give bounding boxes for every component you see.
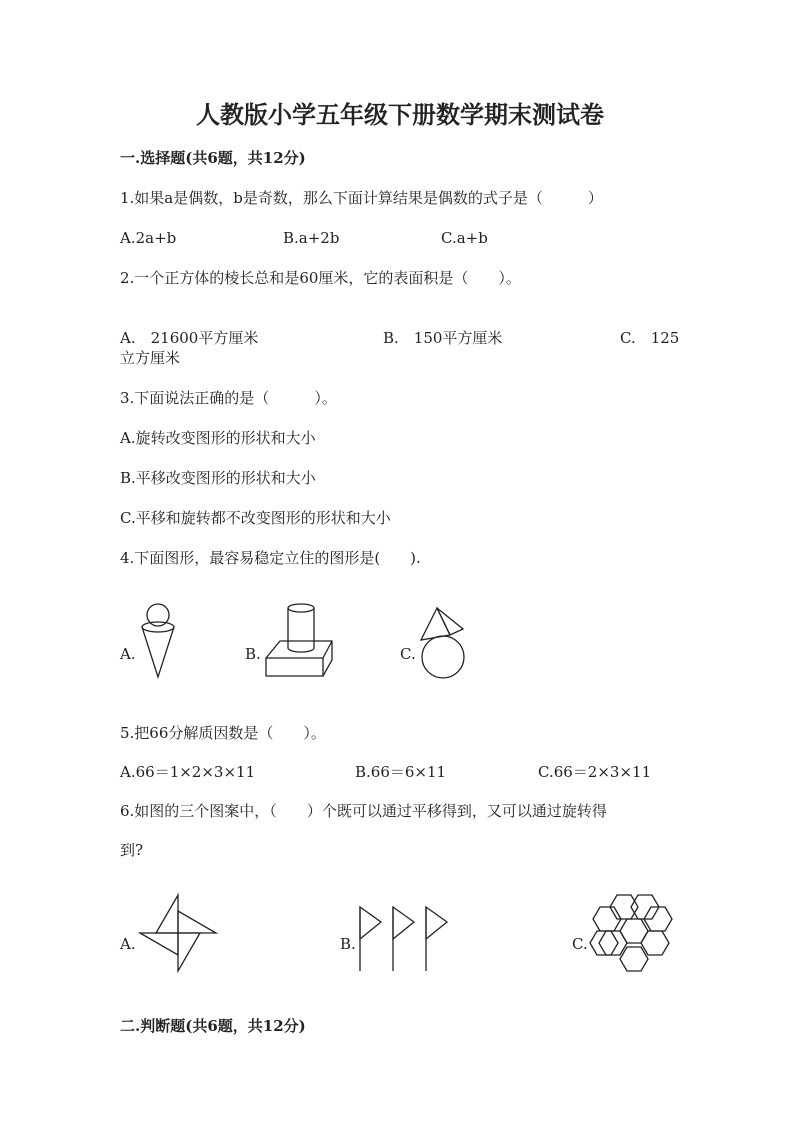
question-1-option-a: A.2a+b bbox=[120, 229, 177, 247]
section-heading-choice: 一.选择题(共6题，共12分) bbox=[120, 149, 306, 167]
question-2-stem: 2.一个正方体的棱长总和是60厘米，它的表面积是（ ）。 bbox=[120, 269, 521, 287]
three-flags-icon bbox=[356, 905, 456, 975]
question-1-option-b: B.a+2b bbox=[283, 229, 340, 247]
question-2-option-c: C. 125 bbox=[620, 329, 680, 347]
question-5-option-a: A.66＝1×2×3×11 bbox=[120, 763, 256, 781]
question-3-option-a: A.旋转改变图形的形状和大小 bbox=[120, 429, 316, 447]
question-6-stem-wrap: 到? bbox=[120, 841, 144, 859]
question-2-option-b: B. 150平方厘米 bbox=[383, 329, 503, 347]
question-4-option-b: B. bbox=[245, 645, 261, 663]
question-5-option-b: B.66＝6×11 bbox=[355, 763, 447, 781]
question-3-option-b: B.平移改变图形的形状和大小 bbox=[120, 469, 316, 487]
question-4-option-a: A. bbox=[120, 645, 136, 663]
cone-on-ball-icon bbox=[416, 605, 476, 680]
question-6-option-a: A. bbox=[120, 935, 136, 953]
question-1-stem: 1.如果a是偶数，b是奇数，那么下面计算结果是偶数的式子是（ ） bbox=[120, 189, 603, 207]
question-1-option-c: C.a+b bbox=[441, 229, 488, 247]
question-6-option-c: C. bbox=[572, 935, 588, 953]
question-4-option-c: C. bbox=[400, 645, 416, 663]
question-2-option-c-wrap: 立方厘米 bbox=[120, 349, 181, 367]
question-4-stem: 4.下面图形，最容易稳定立住的图形是( ). bbox=[120, 549, 421, 567]
page-title: 人教版小学五年级下册数学期末测试卷 bbox=[196, 100, 604, 129]
pinwheel-icon bbox=[140, 895, 220, 975]
section-heading-judgment: 二.判断题(共6题，共12分) bbox=[120, 1017, 306, 1035]
ball-on-cone-icon bbox=[130, 600, 190, 685]
question-3-stem: 3.下面说法正确的是（ ）。 bbox=[120, 389, 337, 407]
question-5-option-c: C.66＝2×3×11 bbox=[538, 763, 652, 781]
question-3-option-c: C.平移和旋转都不改变图形的形状和大小 bbox=[120, 509, 391, 527]
question-2-option-a: A. 21600平方厘米 bbox=[120, 329, 259, 347]
hexagon-cluster-icon bbox=[590, 893, 672, 977]
cylinder-on-box-icon bbox=[262, 600, 337, 680]
question-6-stem: 6.如图的三个图案中，（ ）个既可以通过平移得到，又可以通过旋转得 bbox=[120, 802, 607, 820]
question-6-option-b: B. bbox=[340, 935, 356, 953]
question-5-stem: 5.把66分解质因数是（ ）。 bbox=[120, 724, 326, 742]
